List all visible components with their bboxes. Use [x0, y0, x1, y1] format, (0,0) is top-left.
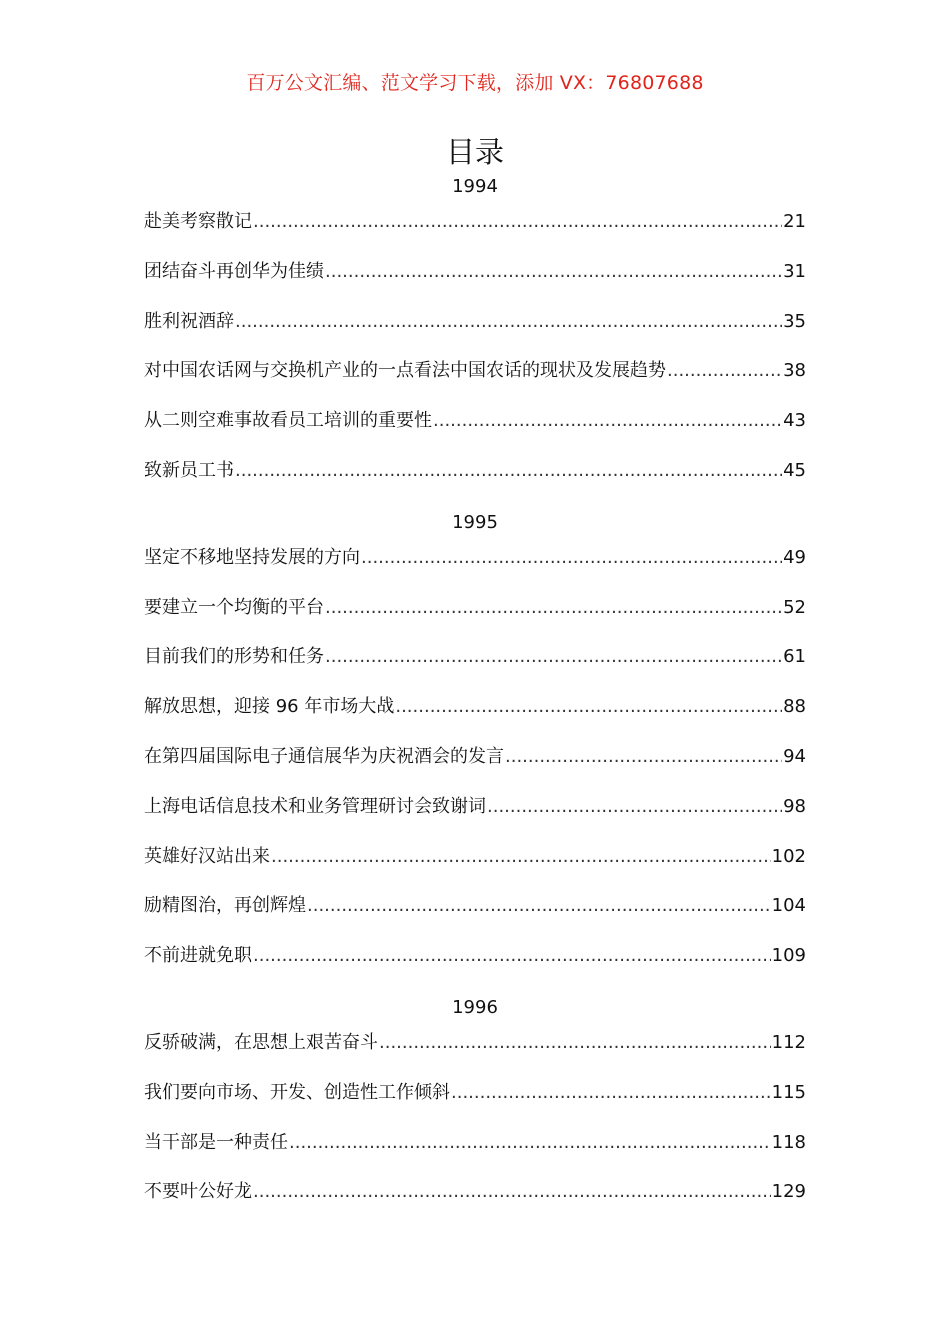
toc-entry[interactable]: [144, 943, 806, 969]
toc-entry[interactable]: [144, 644, 806, 670]
toc-entry-page: 35: [783, 310, 806, 332]
toc-entry[interactable]: [144, 1080, 806, 1106]
dot-leader: [253, 209, 782, 235]
toc-entry-page: 112: [771, 1031, 806, 1053]
dot-leader: [325, 644, 782, 670]
toc-entry-page: 94: [783, 745, 806, 767]
toc-entry-page: 88: [783, 696, 806, 718]
promo-banner: 百万公文汇编、范文学习下载，添加 VX：76807688: [246, 72, 704, 94]
dot-leader: [271, 844, 771, 870]
table-of-contents: [144, 172, 806, 1229]
toc-entry-page: 109: [771, 945, 806, 967]
toc-entry[interactable]: [144, 458, 806, 484]
dot-leader: [433, 408, 782, 434]
toc-entry[interactable]: [144, 694, 806, 720]
toc-entry-title: 赴美考察散记: [144, 211, 252, 232]
toc-entry-title: 团结奋斗再创华为佳绩: [144, 260, 324, 282]
dot-leader: [235, 458, 782, 484]
toc-entry-title: 致新员工书: [144, 459, 234, 481]
toc-entry[interactable]: [144, 1130, 806, 1156]
dot-leader: [667, 358, 782, 384]
toc-entry-page: 98: [783, 795, 806, 817]
dot-leader: [325, 259, 782, 285]
toc-entry-title: 在第四届国际电子通信展华为庆祝酒会的发言: [144, 745, 504, 767]
toc-entry-page: 43: [783, 410, 806, 432]
toc-entry[interactable]: [144, 1179, 806, 1205]
toc-entry[interactable]: [144, 794, 806, 820]
toc-entry-title: 要建立一个均衡的平台: [144, 596, 324, 618]
toc-entry-title: 上海电话信息技术和业务管理研讨会致谢词: [144, 795, 486, 817]
toc-entry-title: 当干部是一种责任: [144, 1131, 288, 1153]
dot-leader: [395, 694, 782, 720]
dot-leader: [505, 744, 782, 770]
toc-entry-page: 118: [771, 1131, 806, 1153]
toc-entry-page: 104: [771, 895, 806, 917]
toc-entry[interactable]: [144, 309, 806, 335]
dot-leader: [253, 1179, 771, 1205]
toc-entry-page: 115: [771, 1081, 806, 1103]
dot-leader: [451, 1080, 771, 1106]
dot-leader: [307, 893, 771, 919]
toc-entry-page: 49: [783, 546, 806, 568]
toc-entry[interactable]: [144, 259, 806, 285]
toc-entry[interactable]: [144, 1030, 806, 1056]
dot-leader: [487, 794, 782, 820]
toc-entry[interactable]: [144, 209, 806, 235]
toc-entry-page: 31: [783, 260, 806, 282]
dot-leader: [361, 545, 782, 571]
toc-entry-title: 反骄破满，在思想上艰苦奋斗: [144, 1031, 378, 1053]
toc-entry[interactable]: [144, 744, 806, 770]
toc-entry-title: 对中国农话网与交换机产业的一点看法中国农话的现状及发展趋势: [144, 360, 666, 382]
toc-entry-page: 21: [783, 211, 806, 232]
toc-entry-title: 从二则空难事故看员工培训的重要性: [144, 410, 432, 432]
dot-leader: [325, 595, 782, 621]
toc-entry-title: 不要叶公好龙: [144, 1181, 252, 1203]
page-title: 目录: [445, 135, 504, 169]
toc-entry-page: 45: [783, 459, 806, 481]
dot-leader: [253, 943, 771, 969]
toc-entry-title: 目前我们的形势和任务: [144, 646, 324, 668]
toc-entry-page: 38: [783, 360, 806, 382]
toc-entry[interactable]: [144, 545, 806, 571]
toc-entry-page: 129: [771, 1181, 806, 1203]
toc-entry[interactable]: [144, 844, 806, 870]
toc-entry-page: 61: [783, 646, 806, 668]
dot-leader: [379, 1030, 771, 1056]
year-heading: 1994: [452, 176, 498, 197]
toc-entry-title: 英雄好汉站出来: [144, 845, 270, 867]
toc-entry-title: 不前进就免职: [144, 945, 252, 967]
toc-entry[interactable]: [144, 893, 806, 919]
toc-entry-title: 坚定不移地坚持发展的方向: [144, 546, 360, 568]
toc-entry-title: 我们要向市场、开发、创造性工作倾斜: [144, 1081, 450, 1103]
toc-entry[interactable]: [144, 358, 806, 384]
year-heading: 1996: [452, 996, 498, 1018]
toc-entry-title: 解放思想，迎接 96 年市场大战: [144, 696, 395, 718]
toc-entry-title: 励精图治，再创辉煌: [144, 895, 306, 917]
toc-entry[interactable]: [144, 595, 806, 621]
toc-entry-page: 52: [783, 596, 806, 618]
dot-leader: [235, 309, 782, 335]
year-heading: 1995: [452, 511, 498, 533]
toc-entry-title: 胜利祝酒辞: [144, 310, 234, 332]
toc-entry-page: 102: [771, 845, 806, 867]
dot-leader: [289, 1130, 771, 1156]
toc-entry[interactable]: [144, 408, 806, 434]
